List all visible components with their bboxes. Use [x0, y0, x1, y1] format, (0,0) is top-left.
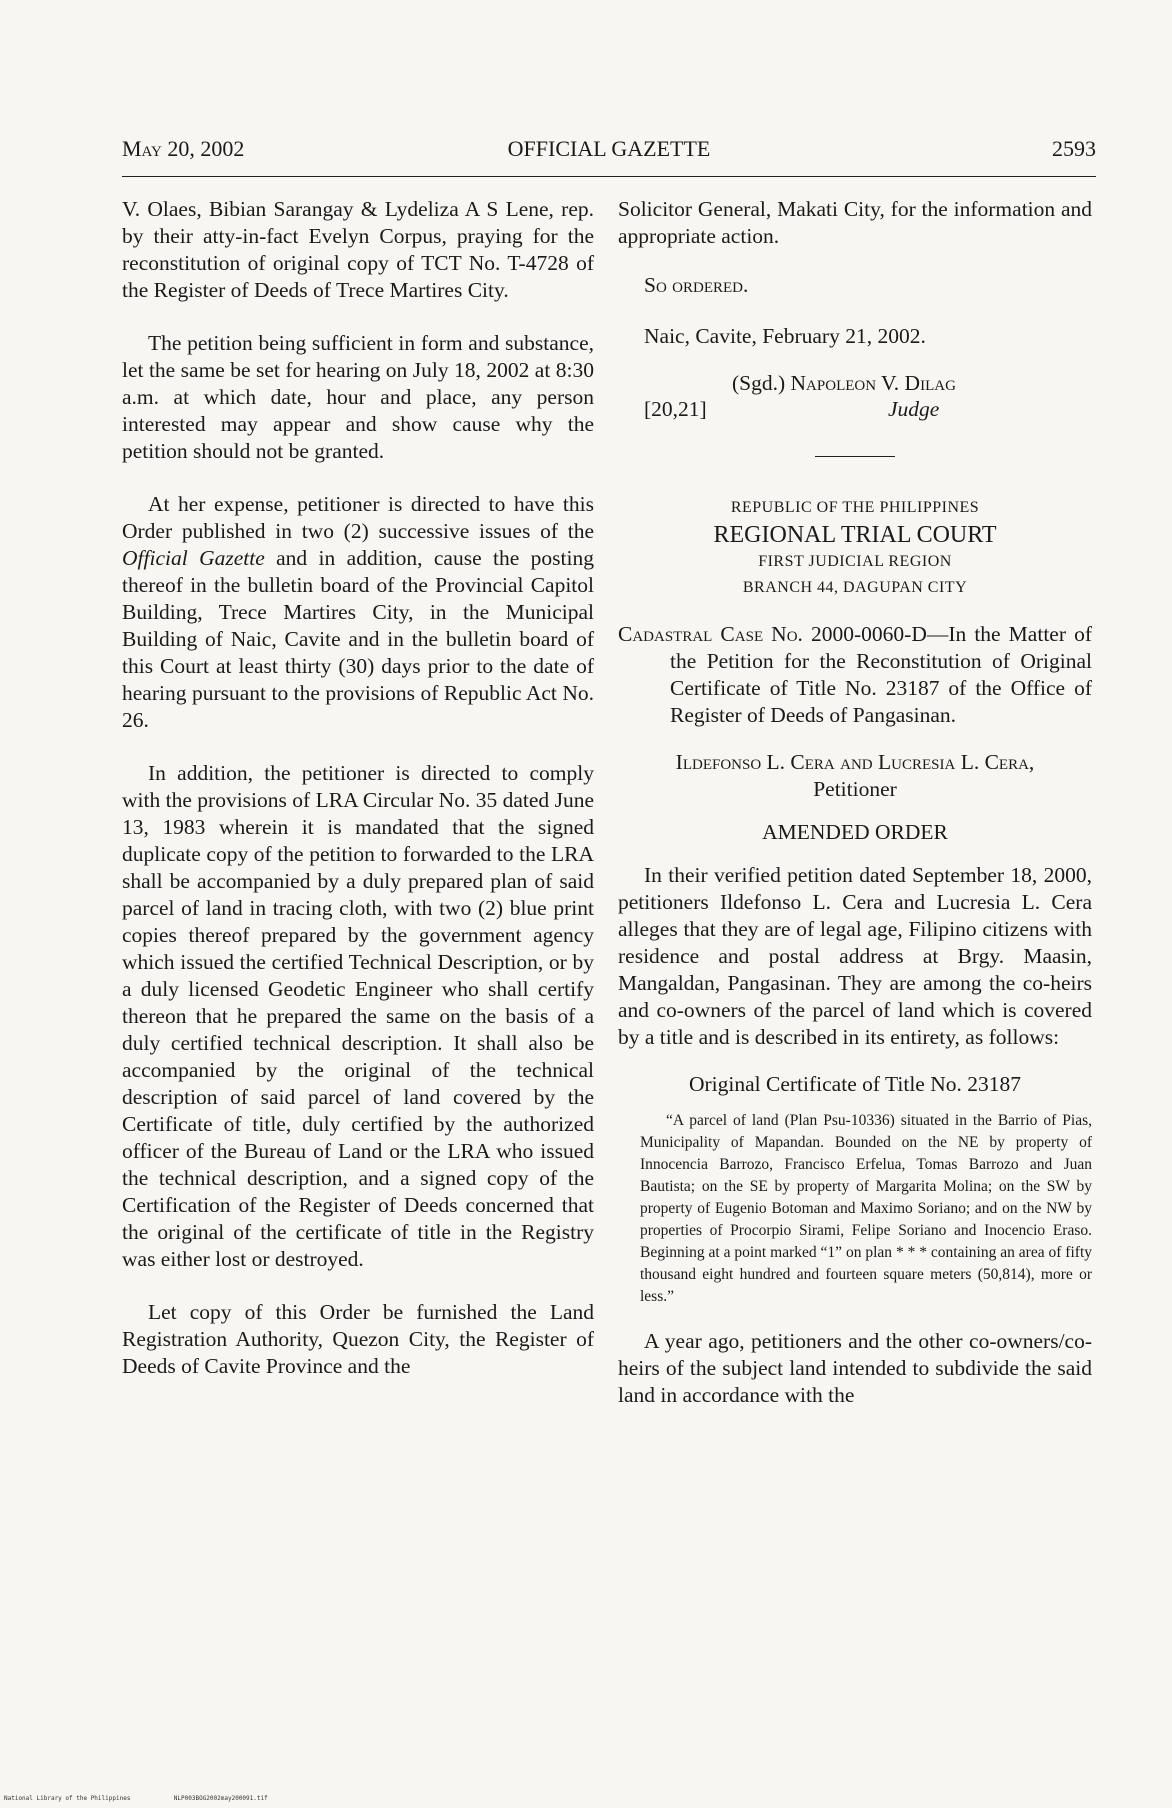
left-paragraph-4: In addition, the petitioner is directed to comply with the provisions of LRA Circular No. 35 dated June 13, 1983 wherein it is mandated that the signed duplicate copy of the petition to forwarded to the LRA shall be accompanied by a duly prepared plan of said parcel of land in tracing cloth, with two (2) blue print copies thereof prepared by the government agency which issued the certified Technical Description, or by a duly licensed Geodetic Engineer who shall certify thereon that he prepared the same on the basis of a duly certified technical description. It shall also be accompanied by the original of the technical description of said parcel of land covered by the Certificate of title, duly certified by the authorized officer of the Bureau of Land or the LRA who issued the technical description, and a signed copy of the Certification of the Register of Deeds concerned that the original of the certificate of title in the Registry was either lost or destroyed. [122, 761, 594, 1271]
certificate-title: Original Certificate of Title No. 23187 [688, 1072, 1021, 1096]
land-description-quote: “A parcel of land (Plan Psu-10336) situated in the Barrio of Pias, Municipality of Mapandan. Bounded on the NE by property of Innocencia Barrozo, Francisco Erfelua, Tomas Barrozo and Juan Bautista; on the SE by property of Margarita Molina; on the SW by property of Eugenio Botoman and Maximo Soriano; and on the NW by properties of Procorpio Sirami, Felipe Soriano and Inocencio Eraso. Beginning at a point marked “1” on plan * * * containing an area of fifty thousand eight hundred and fourteen square meters (50,814), more or less.” [640, 1112, 1092, 1305]
footer-library: National Library of the Philippines [4, 1795, 131, 1802]
petitioner-label: Petitioner [813, 777, 897, 801]
left-paragraph-2: The petition being sufficient in form and substance, let the same be set for hearing on July 18, 2002 at 8:30 a.m. at which date, hour and place, any person interested may appear and show cause why the petition should not be granted. [122, 331, 594, 463]
footer-file: NLP003BOG2002may200091.tif [173, 1795, 268, 1802]
left-paragraph-3-start: At her expense, petitioner is directed to have this Order published in two (2) successive issues of the [122, 492, 594, 543]
header-title: OFFICIAL GAZETTE [507, 136, 711, 161]
header-page-number: 2593 [1052, 136, 1096, 161]
scan-footer [4, 1795, 268, 1802]
final-paragraph: A year ago, petitioners and the other co-owners/co-heirs of the subject land intended to subdivide the said land in accordance with the [618, 1329, 1092, 1407]
left-column [122, 196, 594, 1406]
sgd-mark: (Sgd.) [732, 371, 786, 395]
petitioners-block [618, 749, 1092, 803]
header-date: May 20, 2002 [122, 136, 245, 161]
order-paragraph: In their verified petition dated September 18, 2000, petitioners Ildefonso L. Cera and Lucresia L. Cera alleges that they are of legal age, Filipino citizens with residence and postal address at Brgy. Maasin, Mangaldan, Pangasinan. They are among the co-heirs and co-owners of the parcel of land which is covered by a title and is described in its entirety, as follows: [618, 863, 1092, 1049]
right-column [618, 196, 1092, 1409]
left-paragraph-3 [122, 491, 594, 734]
case-text: 2000-0060-D—In the Matter of the Petition for the Reconstitution of Original Certificate of Title No. 23187 of the Office of Register of Deeds of Pangasinan. [670, 622, 1092, 727]
case-title [618, 621, 1092, 729]
so-ordered: So ordered. [644, 273, 749, 297]
court-region: FIRST JUDICIAL REGION [758, 553, 952, 570]
signature-line [732, 370, 956, 397]
case-label: Cadastral Case No. [618, 622, 803, 646]
order-title: AMENDED ORDER [762, 820, 948, 844]
court-republic: REPUBLIC OF THE PHILIPPINES [730, 499, 980, 516]
issue-reference: [20,21] [644, 397, 707, 421]
place-date: Naic, Cavite, February 21, 2002. [644, 324, 926, 348]
publication-name: Official Gazette [122, 546, 265, 570]
header-rule [122, 176, 1096, 177]
judge-title: Judge [888, 397, 940, 421]
section-divider [815, 456, 895, 457]
left-paragraph-3-end: and in addition, cause the posting thereof in the bulletin board of the Provincial Capitol Building, Trece Martires City, in the Municipal Building of Naic, Cavite and in the bulletin board of this Court at least thirty (30) days prior to the date of hearing pursuant to the provisions of Republic Act No. 26. [122, 546, 594, 732]
judge-name: Napoleon V. Dilag [790, 371, 956, 395]
petitioner-names: Ildefonso L. Cera and Lucresia L. Cera, [675, 750, 1035, 774]
court-branch: BRANCH 44, DAGUPAN CITY [742, 579, 968, 596]
signature-block [618, 370, 1092, 430]
court-name: REGIONAL TRIAL COURT [713, 522, 997, 548]
right-continuation: Solicitor General, Makati City, for the information and appropriate action. [618, 197, 1092, 248]
page-header [122, 136, 1096, 172]
left-paragraph-5: Let copy of this Order be furnished the Land Registration Authority, Quezon City, the Register of Deeds of Cavite Province and the [122, 1300, 594, 1378]
left-paragraph-1: V. Olaes, Bibian Sarangay & Lydeliza A S Lene, rep. by their atty-in-fact Evelyn Corpus, praying for the reconstitution of original copy of TCT No. T-4728 of the Register of Deeds of Trece Martires City. [122, 197, 594, 302]
